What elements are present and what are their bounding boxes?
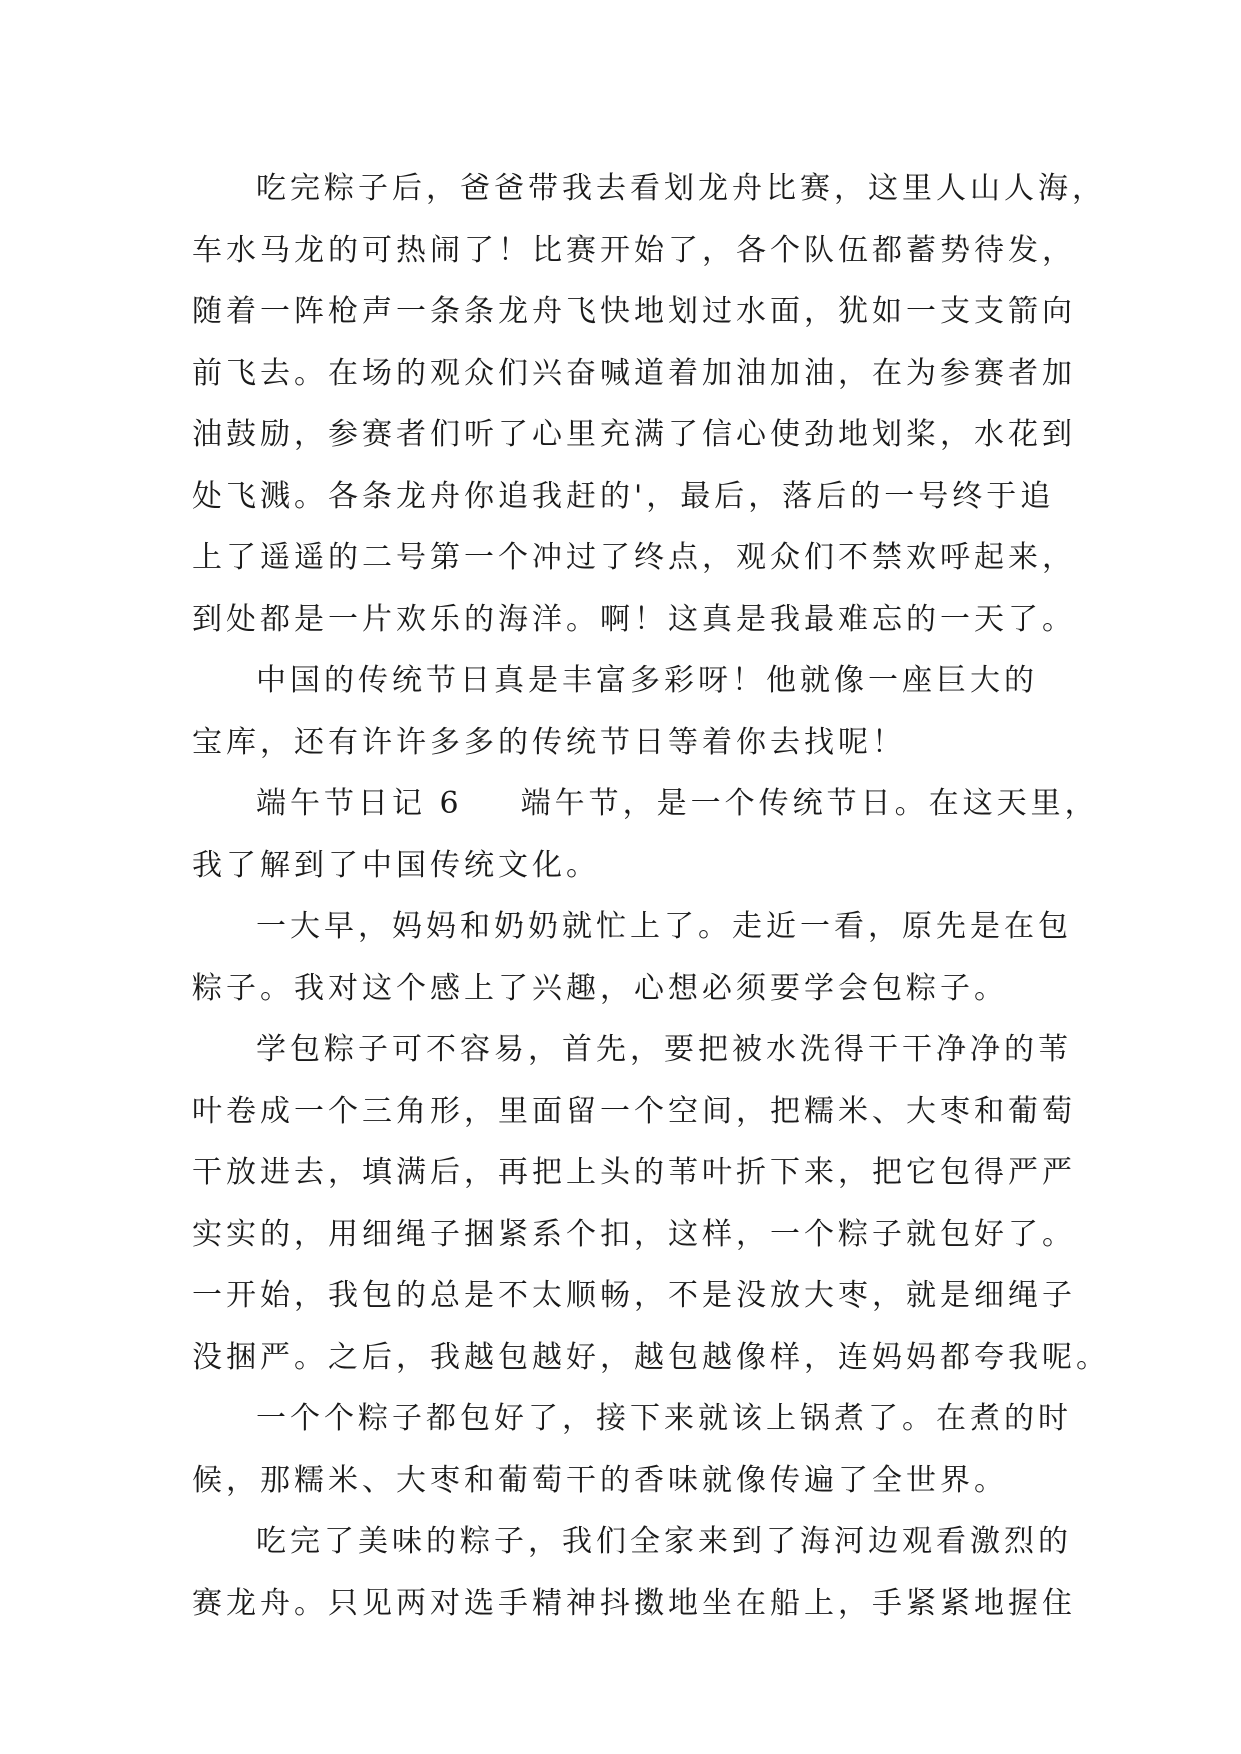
text-line: 一大早，妈妈和奶奶就忙上了。走近一看，原先是在包 [256,909,1072,944]
text-line: 上了遥遥的二号第一个冲过了终点，观众们不禁欢呼起来， [192,540,1076,575]
diary-first-sentence: 端午节，是一个传统节日。在这天里， [520,786,1099,821]
paragraph-river-race [192,1511,1076,1634]
paragraph-cooking [192,1388,1072,1511]
text-line: 叶卷成一个三角形，里面留一个空间，把糯米、大枣和葡萄 [192,1093,1076,1129]
paragraph-dragon-boat-race [192,158,1106,650]
text-line: 没捆严。之后，我越包越好，越包越像样，连妈妈都夸我呢。 [192,1339,1110,1375]
text-line [192,773,1099,835]
diary-heading: 端午节日记 6 [256,786,463,821]
text-line: 处飞溅。各条龙舟你追我赶的'，最后，落后的一号终于追 [192,478,1055,514]
text-line: 一开始，我包的总是不太顺畅，不是没放大枣，就是细绳子 [192,1278,1076,1313]
text-line: 前飞去。在场的观众们兴奋喊道着加油加油，在为参赛者加 [192,355,1076,391]
text-line: 油鼓励，参赛者们听了心里充满了信心使劲地划桨，水花到 [192,417,1076,452]
paragraph-traditional-festivals [192,650,1062,773]
text-line: 宝库，还有许许多多的传统节日等着你去找呢！ [192,724,906,760]
text-line: 我了解到了中国传统文化。 [192,847,600,883]
document-body [192,158,1110,1634]
text-line: 赛龙舟。只见两对选手精神抖擞地坐在船上，手紧紧地握住 [192,1585,1076,1621]
text-line: 吃完了美味的粽子，我们全家来到了海河边观看激烈的 [256,1524,1072,1559]
text-line: 随着一阵枪声一条条龙舟飞快地划过水面，犹如一支支箭向 [192,294,1076,329]
paragraph-morning [192,896,1072,1019]
paragraph-diary-6-intro [192,773,1099,896]
text-line: 候，那糯米、大枣和葡萄干的香味就像传遍了全世界。 [192,1462,1008,1498]
text-line: 实实的，用细绳子捆紧系个扣，这样，一个粽子就包好了。 [192,1216,1076,1252]
text-line: 到处都是一片欢乐的海洋。啊！这真是我最难忘的一天了。 [192,601,1076,637]
text-line: 吃完粽子后，爸爸带我去看划龙舟比赛，这里人山人海， [256,171,1106,206]
text-line: 粽子。我对这个感上了兴趣，心想必须要学会包粽子。 [192,970,1008,1006]
text-line: 学包粽子可不容易，首先，要把被水洗得干干净净的苇 [256,1032,1072,1067]
text-line: 干放进去，填满后，再把上头的苇叶折下来，把它包得严严 [192,1155,1076,1190]
text-line: 中国的传统节日真是丰富多彩呀！他就像一座巨大的 [256,663,1038,698]
text-line: 车水马龙的可热闹了！比赛开始了，各个队伍都蓄势待发， [192,232,1076,268]
paragraph-wrapping-zongzi [192,1019,1110,1388]
text-line: 一个个粽子都包好了，接下来就该上锅煮了。在煮的时 [256,1401,1072,1436]
